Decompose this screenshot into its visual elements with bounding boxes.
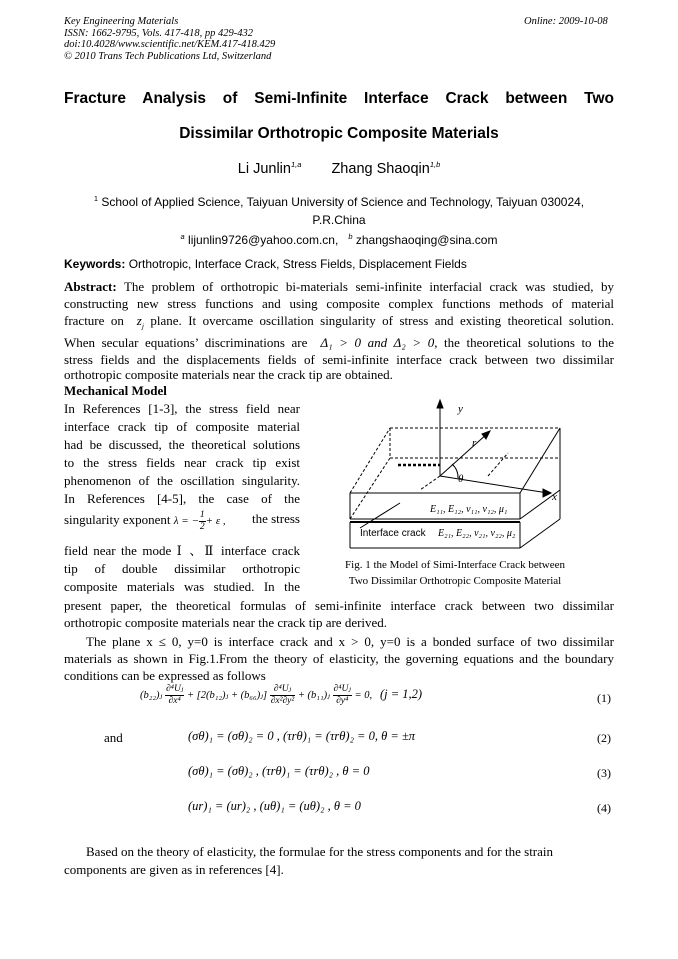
eq-number-3: (3) (597, 766, 611, 780)
eq1-num3: ∂⁴Uⱼ (333, 684, 351, 694)
fig-axis-y: y (458, 403, 463, 415)
col-line-1: In References [1-3], the stress field near (64, 401, 300, 416)
col-line-6: In References [4-5], the case of the (64, 491, 300, 506)
journal-header (64, 16, 275, 62)
eq1-num2: ∂⁴Uⱼ (270, 684, 296, 696)
title-line-2: Dissimilar Orthotropic Composite Materials (179, 125, 499, 142)
col2-line-2: tip of double dissimilar orthotropic (64, 561, 300, 576)
equation-1 (140, 684, 422, 707)
fig-r: r (472, 437, 477, 449)
lambda-num: 1 (199, 510, 205, 520)
caption-line-1: Fig. 1 the Model of Simi-Interface Crack between (345, 559, 565, 571)
title-line-1: Fracture Analysis of Semi-Infinite Interface Crack between Two (64, 90, 614, 107)
abstract-label: Abstract: (64, 279, 117, 294)
x-axis-arrow (543, 489, 551, 497)
full-line-1: present paper, the theoretical formulas of semi-infinite interface crack between two dissimilar (64, 598, 614, 613)
author-1-sup: 1,a (290, 160, 302, 169)
singularity-text-b: the stress (251, 511, 300, 526)
abstract-var-sub: j (141, 321, 144, 331)
abstract-math: Δ₁ > 0 and Δ₂ > 0 (320, 335, 435, 350)
lambda-den: 2 (199, 522, 205, 532)
equation-3: (σθ)₁ = (σθ)₂ , (τrθ)₁ = (τrθ)₂ , θ = 0 (188, 764, 370, 778)
abstract-line-3b: plane. It overcame oscillation singularity of stress and existing theoretical solution. (150, 313, 615, 328)
equation-2: (σθ)₁ = (σθ)₂ = 0 , (τrθ)₁ = (τrθ)₂ = 0, θ = ±π (188, 729, 416, 743)
email-b-sup: b (348, 232, 353, 241)
affiliation-sup: 1 (93, 194, 99, 203)
caption-line-2: Two Dissimilar Orthotropic Composite Material (348, 574, 562, 587)
email-a[interactable]: lijunlin9726@yahoo.com.cn, (188, 233, 339, 247)
col2-line-3: composite materials was studied. In the (64, 579, 300, 594)
keywords-label: Keywords: (64, 257, 126, 271)
author-2-sup: 1,b (429, 160, 441, 169)
eq1-j: (j = 1,2) (379, 686, 423, 701)
eq1-den1: ∂x⁴ (168, 696, 181, 706)
online-date: Online: 2009-10-08 (524, 16, 608, 27)
y-axis-arrow (437, 400, 443, 408)
fig-axis-x: x (552, 491, 557, 503)
col2-line-1: field near the mode Ⅰ 、Ⅱ interface crack (64, 543, 300, 558)
lambda-expr: λ = − (173, 515, 199, 528)
eq-number-1: (1) (597, 691, 611, 705)
abstract-line-6: orthotropic composite materials near the crack tip are obtained. (64, 367, 393, 382)
eq1-den2: ∂x²∂y² (270, 696, 295, 706)
email-a-sup: a (180, 232, 185, 241)
eq1-end: = 0, (354, 689, 373, 701)
affiliation (64, 190, 614, 229)
abstract-var-z: z (136, 313, 142, 328)
fig-mat1: E₁₁, E₁₂, ν₁₁, ν₁₂, μ₁ (430, 504, 508, 515)
eq1-coef1: (b₂₂)ⱼ (140, 689, 163, 701)
abstract-line-1: The problem of orthotropic bi-materials semi-infinite interfacial crack was studied, by (123, 279, 614, 294)
fig-mat2-label: Interface crack (360, 528, 426, 539)
singularity-text: singularity exponent (64, 512, 171, 528)
mechanical-model-heading: Mechanical Model (64, 383, 167, 398)
and-text: and (104, 730, 123, 745)
eq-number-4: (4) (597, 801, 611, 815)
email-b[interactable]: zhangshaoqing@sina.com (355, 233, 498, 247)
x-axis (440, 476, 548, 493)
author-2: Zhang Shaoqin (331, 160, 430, 177)
abstract-line-2: constructing new stress functions and using composite complex functions methods of material (64, 296, 614, 311)
figure-1-diagram (320, 398, 580, 558)
eq1-mid: + [2(b₁₂)ⱼ + (b₆₆)ⱼ] (186, 689, 268, 701)
author-1: Li Junlin (237, 160, 291, 177)
emails (0, 232, 678, 247)
keywords (64, 257, 467, 271)
eq1-den3: ∂y⁴ (336, 696, 349, 706)
abstract-line-4b: , the theoretical solutions to the (434, 335, 615, 350)
authors (0, 160, 678, 177)
para2-line-1: The plane x ≤ 0, y=0 is interface crack and x > 0, y=0 is a bonded surface of two dissimilar (86, 634, 614, 649)
keywords-text: Orthotropic, Interface Crack, Stress Fields, Displacement Fields (128, 257, 467, 271)
equation-4: (ur)₁ = (ur)₂ , (uθ)₁ = (uθ)₂ , θ = 0 (188, 799, 361, 813)
doi-line[interactable]: doi:10.4028/www.scientific.net/KEM.417-418.429 (64, 39, 276, 50)
fig-theta: θ (458, 473, 464, 485)
col-line-5: phenomenon of the oscillation singularity. (64, 473, 300, 488)
lambda-eps: + ε , (205, 515, 226, 528)
journal-name: Key Engineering Materials (64, 16, 179, 27)
final-line-2: components are given as in references [4]. (64, 862, 284, 877)
eq1-coef3: + (b₁₁)ⱼ (297, 689, 330, 701)
para2-line-2: materials as shown in Fig.1.From the theory of elasticity, the governing equations and the boundary (64, 651, 614, 666)
affiliation-line-2: P.R.China (312, 213, 366, 227)
final-line-1: Based on the theory of elasticity, the formulae for the stress components and for the strain (86, 844, 554, 859)
col-line-4: to the stress fields near crack tip exist (64, 455, 300, 470)
abstract-line-5: stress fields and the displacements fields of semi-infinite interface crack between two dissimilar (64, 352, 614, 367)
abstract-line-4a: When secular equations’ discriminations are (64, 335, 308, 350)
copyright-line: © 2010 Trans Tech Publications Ltd, Switzerland (64, 50, 272, 62)
fig-mat2: E₂₁, E₂₂, ν₂₁, ν₂₂, μ₂ (438, 528, 516, 539)
col-line-3: had be discussed, the theoretical solutions (64, 437, 300, 452)
affiliation-line-1: School of Applied Science, Taiyuan University of Science and Technology, Taiyuan 030024, (101, 195, 585, 209)
issn-line: ISSN: 1662-9795, Vols. 417-418, pp 429-432 (64, 27, 253, 39)
eq-number-2: (2) (597, 731, 611, 745)
full-line-2: orthotropic composite materials near the crack tip are derived. (64, 615, 388, 630)
para2-line-3: conditions can be expressed as follows (64, 668, 266, 683)
eq1-num1: ∂⁴Uⱼ (165, 684, 184, 694)
abstract-line-3a: fracture on (64, 313, 124, 328)
radius-line (440, 433, 488, 476)
col-line-2: interface crack tip of composite material (64, 419, 300, 434)
figure-1-caption (300, 558, 610, 589)
